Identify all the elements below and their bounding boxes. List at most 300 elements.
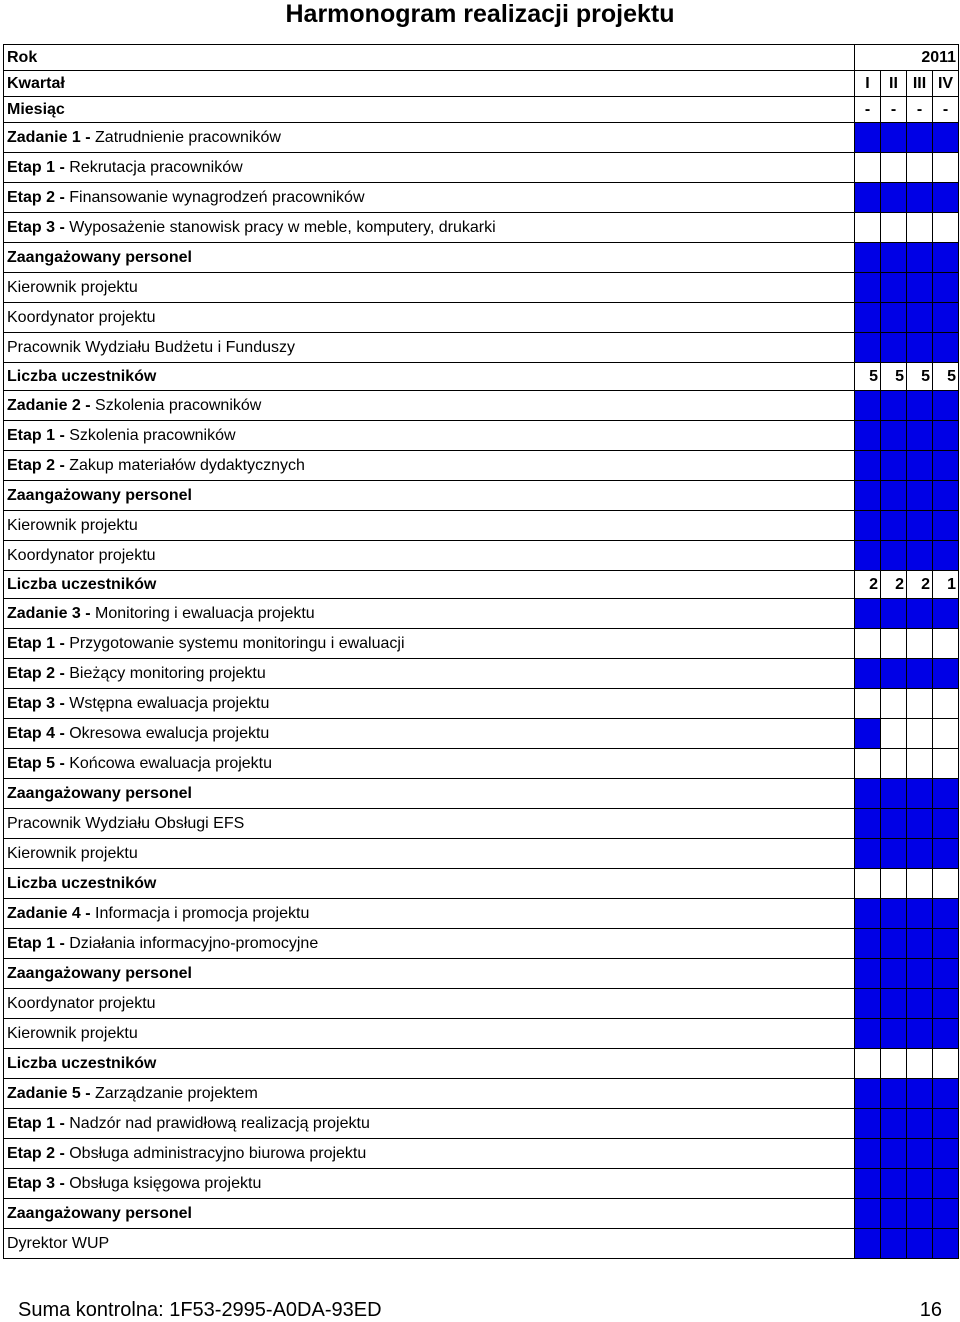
table-row [4,273,959,303]
gantt-cell-empty [881,719,907,749]
participant-count: 5 [907,363,933,391]
gantt-cell-empty [907,1049,933,1079]
gantt-cell-filled [855,303,881,333]
gantt-cell-filled [855,839,881,869]
gantt-cell-empty [907,213,933,243]
gantt-cell-filled [881,809,907,839]
row-label [4,363,855,391]
row-label [4,659,855,689]
table-row [4,421,959,451]
gantt-cell-filled [855,1199,881,1229]
row-label [4,719,855,749]
gantt-cell-empty [907,869,933,899]
row-label-text: Szkolenia pracowników [95,396,262,414]
gantt-cell-filled [933,989,959,1019]
participant-count: 5 [933,363,959,391]
row-label [4,959,855,989]
row-label-text: Koordynator projektu [7,994,156,1012]
gantt-cell-empty [933,213,959,243]
gantt-cell-filled [907,1169,933,1199]
row-label-bold: Etap 2 - [7,1144,70,1162]
gantt-cell-filled [881,541,907,571]
gantt-cell-filled [855,1109,881,1139]
gantt-cell-filled [933,959,959,989]
row-label [4,929,855,959]
row-label-text: Koordynator projektu [7,308,156,326]
participant-count: 1 [933,571,959,599]
gantt-cell-filled [855,899,881,929]
table-row [4,689,959,719]
row-label-text: Szkolenia pracowników [69,426,236,444]
row-label [4,1019,855,1049]
gantt-cell-filled [855,1229,881,1259]
row-label-bold: Zadanie 3 - [7,604,96,622]
row-label [4,899,855,929]
gantt-cell-filled [907,511,933,541]
gantt-cell-filled [933,391,959,421]
gantt-cell-filled [907,839,933,869]
gantt-cell-filled [855,333,881,363]
row-label-bold: Zadanie 2 - [7,396,96,414]
gantt-cell-filled [881,421,907,451]
row-label [4,391,855,421]
row-label-text: Końcowa ewaluacja projektu [69,754,273,772]
gantt-cell-filled [933,481,959,511]
gantt-cell-filled [881,1109,907,1139]
gantt-cell-filled [881,333,907,363]
row-label-text: Nadzór nad prawidłową realizacją projektu [69,1114,370,1132]
gantt-cell-filled [881,123,907,153]
row-label [4,749,855,779]
gantt-cell-filled [933,1229,959,1259]
row-label-text: Finansowanie wynagrodzeń pracowników [69,188,365,206]
row-label [4,1139,855,1169]
row-label-bold: Zadanie 5 - [7,1084,96,1102]
gantt-cell-filled [907,541,933,571]
row-label [4,243,855,273]
table-row [4,869,959,899]
schedule-grid [3,44,959,1259]
row-label-bold: Etap 1 - [7,426,70,444]
row-label-bold: Etap 3 - [7,1174,70,1192]
gantt-cell-empty [933,869,959,899]
table-row [4,989,959,1019]
row-label [4,989,855,1019]
gantt-cell-filled [933,541,959,571]
gantt-cell-filled [907,451,933,481]
gantt-cell-empty [855,153,881,183]
row-label [4,689,855,719]
gantt-cell-filled [933,599,959,629]
table-row [4,481,959,511]
row-label-bold: Etap 2 - [7,456,70,474]
gantt-cell-filled [855,1139,881,1169]
row-label-bold: Liczba uczestników [7,367,157,385]
table-row [4,1019,959,1049]
table-row [4,779,959,809]
gantt-cell-filled [881,959,907,989]
gantt-cell-filled [907,273,933,303]
row-label-text: Obsługa księgowa projektu [69,1174,262,1192]
gantt-cell-filled [855,809,881,839]
row-label-bold: Etap 3 - [7,694,70,712]
row-label-bold: Etap 3 - [7,218,70,236]
gantt-cell-filled [855,451,881,481]
gantt-cell-filled [907,659,933,689]
gantt-cell-filled [881,451,907,481]
gantt-cell-filled [855,929,881,959]
gantt-cell-filled [933,123,959,153]
gantt-cell-empty [881,749,907,779]
gantt-cell-filled [907,599,933,629]
row-label [4,451,855,481]
gantt-cell-filled [881,659,907,689]
row-label [4,869,855,899]
row-label-text: Kierownik projektu [7,278,138,296]
row-label [4,629,855,659]
table-row [4,153,959,183]
gantt-cell-filled [933,839,959,869]
row-label-bold: Zaangażowany personel [7,964,192,982]
row-label-text: Informacja i promocja projektu [95,904,310,922]
gantt-cell-filled [933,1019,959,1049]
month-label: Miesiąc [4,97,855,123]
row-label-text: Kierownik projektu [7,844,138,862]
table-row [4,1229,959,1259]
row-label-bold: Etap 2 - [7,664,70,682]
gantt-cell-filled [855,959,881,989]
gantt-cell-filled [933,303,959,333]
row-label-bold: Liczba uczestników [7,874,157,892]
row-label-bold: Liczba uczestników [7,1054,157,1072]
table-row [4,123,959,153]
month-1: - [855,97,881,123]
row-label [4,153,855,183]
row-label-text: Zakup materiałów dydaktycznych [69,456,305,474]
gantt-cell-filled [907,1079,933,1109]
gantt-cell-empty [933,153,959,183]
gantt-cell-filled [907,1019,933,1049]
row-label [4,183,855,213]
gantt-cell-filled [855,1019,881,1049]
header-row-quarter [4,71,959,97]
row-label [4,213,855,243]
gantt-cell-filled [881,839,907,869]
row-label-text: Zarządzanie projektem [95,1084,258,1102]
row-label-bold: Zadanie 1 - [7,128,96,146]
row-label-text: Pracownik Wydziału Obsługi EFS [7,814,245,832]
gantt-cell-filled [855,719,881,749]
gantt-cell-filled [881,899,907,929]
month-4: - [933,97,959,123]
gantt-cell-filled [855,599,881,629]
table-row [4,839,959,869]
gantt-cell-filled [881,1169,907,1199]
table-row [4,749,959,779]
gantt-cell-empty [907,749,933,779]
table-row [4,451,959,481]
table-row [4,333,959,363]
row-label-text: Koordynator projektu [7,546,156,564]
gantt-cell-empty [881,869,907,899]
gantt-cell-filled [907,1109,933,1139]
month-2: - [881,97,907,123]
participant-count: 2 [881,571,907,599]
gantt-cell-filled [907,391,933,421]
gantt-cell-filled [933,333,959,363]
gantt-cell-filled [855,123,881,153]
gantt-cell-empty [933,719,959,749]
table-row [4,1109,959,1139]
table-row [4,659,959,689]
table-row [4,541,959,571]
page-number: 16 [919,1299,942,1321]
row-label-bold: Etap 1 - [7,158,70,176]
row-label [4,571,855,599]
table-row [4,1049,959,1079]
row-label-bold: Zaangażowany personel [7,248,192,266]
row-label [4,1079,855,1109]
gantt-cell-empty [881,1049,907,1079]
gantt-cell-filled [855,989,881,1019]
gantt-cell-filled [933,929,959,959]
gantt-cell-filled [933,273,959,303]
gantt-cell-filled [881,511,907,541]
table-row [4,1169,959,1199]
schedule-table [3,44,958,1259]
row-label-bold: Etap 1 - [7,634,70,652]
row-label-text: Obsługa administracyjno biurowa projektu [69,1144,367,1162]
gantt-cell-filled [881,599,907,629]
gantt-cell-filled [907,333,933,363]
table-row [4,1199,959,1229]
row-label [4,421,855,451]
quarter-label: Kwartał [4,71,855,97]
gantt-cell-filled [881,1139,907,1169]
row-label-bold: Etap 1 - [7,934,70,952]
table-row [4,391,959,421]
table-row [4,1139,959,1169]
gantt-cell-filled [907,421,933,451]
page-title: Harmonogram realizacji projektu [285,0,675,28]
row-label-text: Wstępna ewaluacja projektu [69,694,270,712]
gantt-cell-filled [933,183,959,213]
row-label-text: Rekrutacja pracowników [69,158,243,176]
gantt-cell-empty [933,629,959,659]
gantt-cell-empty [881,689,907,719]
gantt-cell-empty [855,869,881,899]
table-row [4,363,959,391]
year-value: 2011 [855,45,959,71]
row-label-text: Okresowa ewalucja projektu [69,724,270,742]
gantt-cell-filled [881,1229,907,1259]
participant-count: 2 [907,571,933,599]
gantt-cell-filled [855,511,881,541]
table-row [4,899,959,929]
gantt-cell-filled [855,481,881,511]
gantt-cell-filled [907,809,933,839]
gantt-cell-empty [881,213,907,243]
row-label-text: Kierownik projektu [7,516,138,534]
row-label [4,511,855,541]
row-label [4,1109,855,1139]
table-row [4,571,959,599]
table-row [4,599,959,629]
year-label: Rok [4,45,855,71]
gantt-cell-filled [907,1229,933,1259]
row-label-text: Zatrudnienie pracowników [95,128,281,146]
row-label [4,599,855,629]
gantt-cell-filled [907,481,933,511]
gantt-cell-empty [907,153,933,183]
gantt-cell-filled [933,1109,959,1139]
row-label [4,1049,855,1079]
gantt-cell-filled [855,541,881,571]
gantt-cell-filled [855,391,881,421]
gantt-cell-empty [855,689,881,719]
quarter-4: IV [933,71,959,97]
gantt-cell-empty [881,629,907,659]
gantt-cell-empty [933,689,959,719]
row-label [4,481,855,511]
gantt-cell-filled [907,123,933,153]
row-label-text: Monitoring i ewaluacja projektu [95,604,315,622]
gantt-cell-filled [907,779,933,809]
gantt-cell-empty [933,749,959,779]
gantt-cell-filled [881,929,907,959]
row-label [4,1199,855,1229]
gantt-cell-filled [881,303,907,333]
row-label-text: Pracownik Wydziału Budżetu i Funduszy [7,338,295,356]
gantt-cell-filled [933,779,959,809]
table-row [4,213,959,243]
gantt-cell-filled [933,1169,959,1199]
gantt-cell-empty [855,629,881,659]
gantt-cell-filled [907,959,933,989]
gantt-cell-empty [855,1049,881,1079]
header-row-year [4,45,959,71]
gantt-cell-filled [881,481,907,511]
checksum: Suma kontrolna: 1F53-2995-A0DA-93ED [18,1299,382,1321]
table-row [4,809,959,839]
header-row-month [4,97,959,123]
row-label [4,123,855,153]
gantt-cell-filled [855,779,881,809]
row-label-text: Przygotowanie systemu monitoringu i ewaluacji [69,634,405,652]
participant-count: 2 [855,571,881,599]
row-label [4,779,855,809]
gantt-cell-filled [907,899,933,929]
row-label-text: Dyrektor WUP [7,1234,110,1252]
table-row [4,959,959,989]
row-label-bold: Zaangażowany personel [7,1204,192,1222]
row-label [4,1229,855,1259]
gantt-cell-filled [933,899,959,929]
gantt-cell-filled [881,183,907,213]
gantt-cell-filled [855,273,881,303]
gantt-cell-filled [881,1019,907,1049]
table-row [4,183,959,213]
row-label-bold: Liczba uczestników [7,575,157,593]
row-label [4,541,855,571]
gantt-cell-filled [933,809,959,839]
table-row [4,303,959,333]
row-label-text: Wyposażenie stanowisk pracy w meble, komputery, drukarki [69,218,496,236]
gantt-cell-filled [881,1079,907,1109]
table-row [4,719,959,749]
gantt-cell-filled [881,391,907,421]
table-row [4,929,959,959]
participant-count: 5 [855,363,881,391]
row-label-bold: Zaangażowany personel [7,784,192,802]
table-row [4,1079,959,1109]
row-label-bold: Etap 2 - [7,188,70,206]
gantt-cell-empty [855,213,881,243]
gantt-cell-filled [855,659,881,689]
participant-count: 5 [881,363,907,391]
row-label [4,809,855,839]
gantt-cell-empty [855,749,881,779]
gantt-cell-filled [907,989,933,1019]
gantt-cell-filled [907,243,933,273]
gantt-cell-filled [933,511,959,541]
gantt-cell-filled [907,303,933,333]
gantt-cell-filled [933,1079,959,1109]
gantt-cell-filled [933,1199,959,1229]
table-row [4,511,959,541]
row-label [4,273,855,303]
gantt-cell-filled [933,451,959,481]
row-label-bold: Etap 1 - [7,1114,70,1132]
table-row [4,629,959,659]
row-label-text: Bieżący monitoring projektu [69,664,266,682]
gantt-cell-filled [907,929,933,959]
row-label-bold: Zadanie 4 - [7,904,96,922]
gantt-cell-filled [855,1079,881,1109]
gantt-cell-empty [933,1049,959,1079]
gantt-cell-empty [881,153,907,183]
row-label-text: Kierownik projektu [7,1024,138,1042]
gantt-cell-filled [907,183,933,213]
gantt-cell-filled [933,1139,959,1169]
gantt-cell-filled [933,421,959,451]
quarter-2: II [881,71,907,97]
row-label-text: Działania informacyjno-promocyjne [69,934,319,952]
gantt-cell-filled [881,1199,907,1229]
gantt-cell-filled [933,243,959,273]
row-label-bold: Zaangażowany personel [7,486,192,504]
gantt-cell-filled [855,1169,881,1199]
gantt-cell-filled [881,989,907,1019]
row-label-bold: Etap 4 - [7,724,70,742]
gantt-cell-empty [907,689,933,719]
quarter-3: III [907,71,933,97]
gantt-cell-filled [907,1139,933,1169]
gantt-cell-filled [907,1199,933,1229]
gantt-cell-empty [907,629,933,659]
row-label [4,839,855,869]
row-label [4,1169,855,1199]
row-label [4,303,855,333]
gantt-cell-filled [855,421,881,451]
month-3: - [907,97,933,123]
gantt-cell-filled [881,243,907,273]
gantt-cell-filled [933,659,959,689]
quarter-1: I [855,71,881,97]
gantt-cell-filled [881,273,907,303]
gantt-cell-filled [855,183,881,213]
gantt-cell-filled [855,243,881,273]
